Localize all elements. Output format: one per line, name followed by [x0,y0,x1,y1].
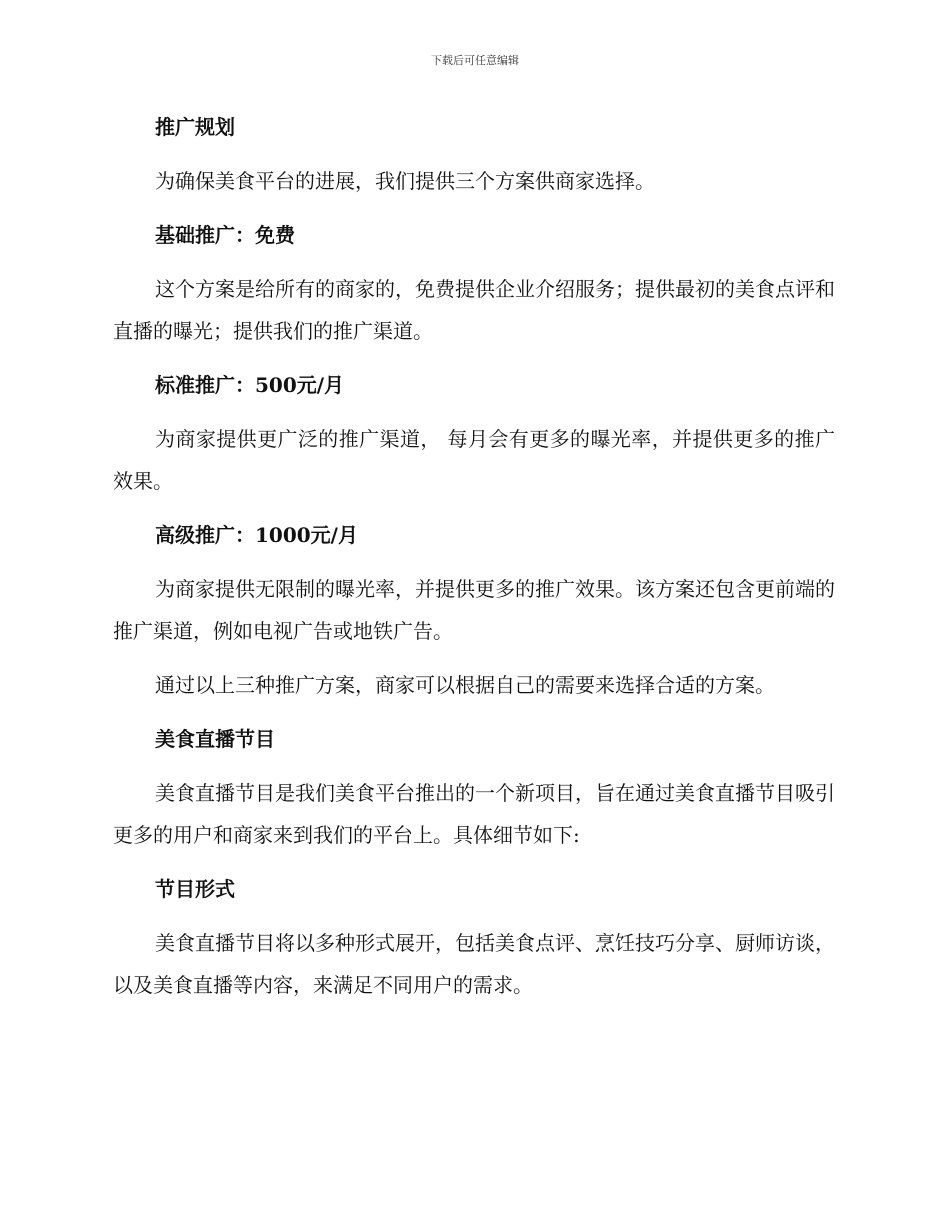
page-header: 下载后可任意编辑 [431,54,519,67]
document-body [113,106,835,1018]
section-heading-food-live-show: 美食直播节目 [155,727,275,751]
section-heading-promotion-plan: 推广规划 [155,115,235,139]
section-heading-premium-promotion: 高级推广：1000元/月 [155,523,358,547]
section-heading-standard-promotion: 标准推广：500元/月 [155,373,345,397]
paragraph-promotion-intro: 为确保美食平台的进展，我们提供三个方案供商家选择。 [155,169,655,193]
paragraph-standard-promotion: 为商家提供更广泛的推广渠道， 每月会有更多的曝光率，并提供更多的推广效果。 [113,427,835,493]
paragraph-premium-promotion: 为商家提供无限制的曝光率，并提供更多的推广效果。该方案还包含更前端的推广渠道，例如电视广告或地铁广告。 [113,577,835,643]
paragraph-promotion-summary: 通过以上三种推广方案，商家可以根据自己的需要来选择合适的方案。 [155,673,775,697]
paragraph-basic-promotion: 这个方案是给所有的商家的，免费提供企业介绍服务；提供最初的美食点评和直播的曝光；提供我们的推广渠道。 [113,277,835,343]
paragraph-food-live-show: 美食直播节目是我们美食平台推出的一个新项目，旨在通过美食直播节目吸引更多的用户和商家来到我们的平台上。具体细节如下: [113,781,835,847]
section-heading-basic-promotion: 基础推广：免费 [155,223,295,247]
section-heading-show-format: 节目形式 [155,877,235,901]
paragraph-show-format: 美食直播节目将以多种形式展开，包括美食点评、烹饪技巧分享、厨师访谈，以及美食直播等内容，来满足不同用户的需求。 [113,931,835,997]
